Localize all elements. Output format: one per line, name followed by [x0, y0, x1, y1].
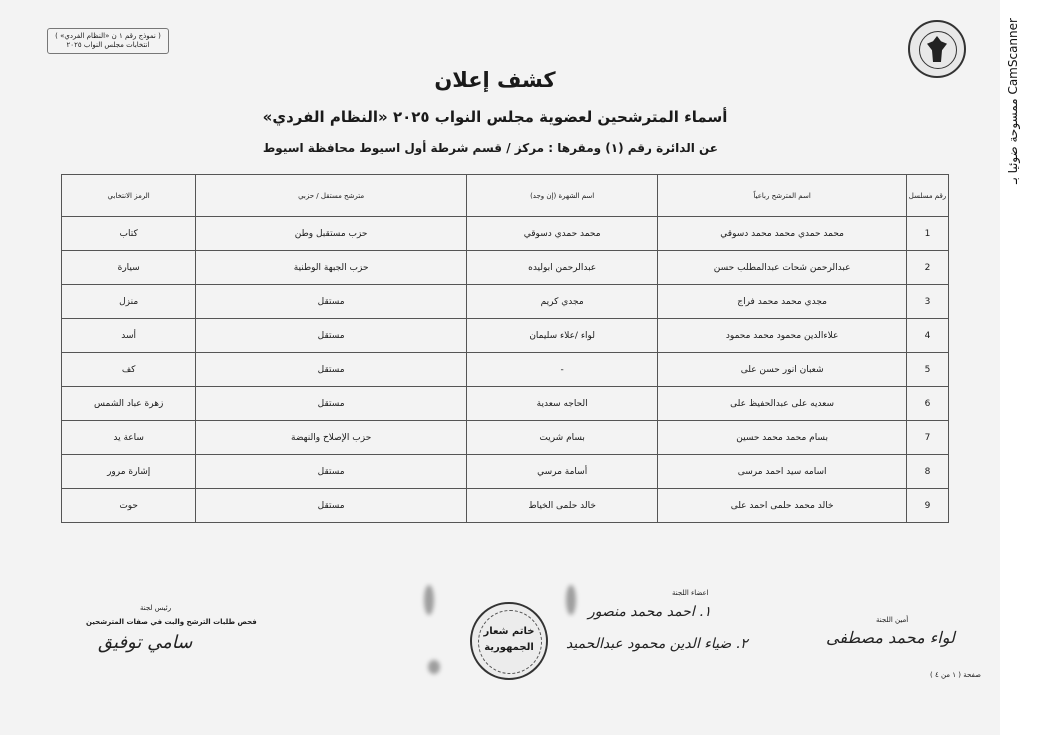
table-row — [62, 455, 949, 489]
cell-name: اسامه سيد احمد مرسى — [658, 455, 907, 489]
cell-party: مستقل — [196, 387, 467, 421]
cell-num: 5 — [906, 353, 948, 387]
cell-num: 9 — [906, 489, 948, 523]
cell-symbol: سيارة — [62, 251, 196, 285]
cell-alias: عبدالرحمن ابوليده — [466, 251, 657, 285]
table-row — [62, 251, 949, 285]
form-box-line2: انتخابات مجلس النواب ٢٠٢٥ — [66, 41, 150, 49]
member2-signature: ٢. ضياء الدين محمود عبدالحميد — [566, 636, 748, 652]
cell-symbol: منزل — [62, 285, 196, 319]
cell-num: 3 — [906, 285, 948, 319]
cell-alias: لواء /علاء سليمان — [466, 319, 657, 353]
secretary-signature: لواء محمد مصطفى — [826, 628, 955, 647]
cell-alias: الحاجه سعدية — [466, 387, 657, 421]
cell-alias: محمد حمدي دسوقي — [466, 217, 657, 251]
cell-symbol: كف — [62, 353, 196, 387]
candidates-table — [61, 174, 949, 523]
secretary-title: أمين اللجنة — [876, 616, 909, 624]
cell-name: عبدالرحمن شحات عبدالمطلب حسن — [658, 251, 907, 285]
cell-num: 4 — [906, 319, 948, 353]
table-row — [62, 489, 949, 523]
cell-alias: أسامة مرسي — [466, 455, 657, 489]
cell-alias: - — [466, 353, 657, 387]
cell-symbol: كتاب — [62, 217, 196, 251]
cell-name: محمد حمدي محمد محمد دسوقي — [658, 217, 907, 251]
cell-alias: خالد حلمى الخياط — [466, 489, 657, 523]
cell-party: مستقل — [196, 489, 467, 523]
table-row — [62, 217, 949, 251]
cell-party: حزب الإصلاح والنهضة — [196, 421, 467, 455]
cell-party: مستقل — [196, 319, 467, 353]
cell-party: مستقل — [196, 353, 467, 387]
camscanner-watermark: ممسوحة ضوئيا بـ CamScanner — [1006, 18, 1020, 184]
cell-name: مجدي محمد محمد فراج — [658, 285, 907, 319]
table-row — [62, 421, 949, 455]
cell-symbol: حوت — [62, 489, 196, 523]
cell-party: مستقل — [196, 285, 467, 319]
table-row — [62, 285, 949, 319]
table-row — [62, 353, 949, 387]
stamp-text: خاتم شعار الجمهورية — [483, 626, 535, 653]
cell-num: 6 — [906, 387, 948, 421]
header-name: اسم المترشح رباعياً — [658, 175, 907, 217]
cell-symbol: إشارة مرور — [62, 455, 196, 489]
form-box-line1: ( نموذج رقم ١ ن «النظام الفردي» ) — [55, 32, 161, 40]
header-num: رقم مسلسل — [906, 175, 948, 217]
page-number: صفحة ( ١ من ٤ ) — [930, 671, 981, 679]
cell-party: مستقل — [196, 455, 467, 489]
form-number-box — [47, 28, 169, 54]
cell-symbol: أسد — [62, 319, 196, 353]
page-subtitle: أسماء المترشحين لعضوية مجلس النواب ٢٠٢٥ «النظام الفردي» — [262, 108, 728, 126]
cell-name: خالد محمد حلمى احمد على — [658, 489, 907, 523]
cell-num: 8 — [906, 455, 948, 489]
cell-num: 1 — [906, 217, 948, 251]
official-stamp — [470, 602, 548, 680]
cell-name: شعبان انور حسن على — [658, 353, 907, 387]
page-title: كشف إعلان — [434, 68, 556, 92]
cell-party: حزب الجبهة الوطنية — [196, 251, 467, 285]
member1-signature: ١. احمد محمد منصور — [588, 604, 712, 620]
table-row — [62, 387, 949, 421]
header-alias: اسم الشهرة (إن وجد) — [466, 175, 657, 217]
cell-num: 7 — [906, 421, 948, 455]
cell-party: حزب مستقبل وطن — [196, 217, 467, 251]
cell-alias: مجدي كريم — [466, 285, 657, 319]
cell-symbol: ساعة يد — [62, 421, 196, 455]
cell-name: بسام محمد محمد حسين — [658, 421, 907, 455]
cell-name: سعديه على عبدالحفيظ على — [658, 387, 907, 421]
cell-num: 2 — [906, 251, 948, 285]
district-line: عن الدائرة رقم (١) ومقرها : مركز / قسم شرطة أول اسيوط محافظة اسيوط — [262, 141, 718, 155]
table-row — [62, 319, 949, 353]
cell-alias: بسام شريت — [466, 421, 657, 455]
committee-head-title: رئيس لجنة — [140, 604, 172, 612]
cell-symbol: زهرة عباد الشمس — [62, 387, 196, 421]
header-symbol: الرمز الانتخابي — [62, 175, 196, 217]
committee-head-desc: فحص طلبات الترشح والبت في صفات المترشحين — [86, 618, 257, 626]
committee-head-signature: سامي توفيق — [98, 632, 193, 653]
table-header-row — [62, 175, 949, 217]
header-party: مترشح مستقل / حزبي — [196, 175, 467, 217]
cell-name: علاءالدين محمود محمد محمود — [658, 319, 907, 353]
members-title: اعضاء اللجنة — [672, 589, 709, 597]
